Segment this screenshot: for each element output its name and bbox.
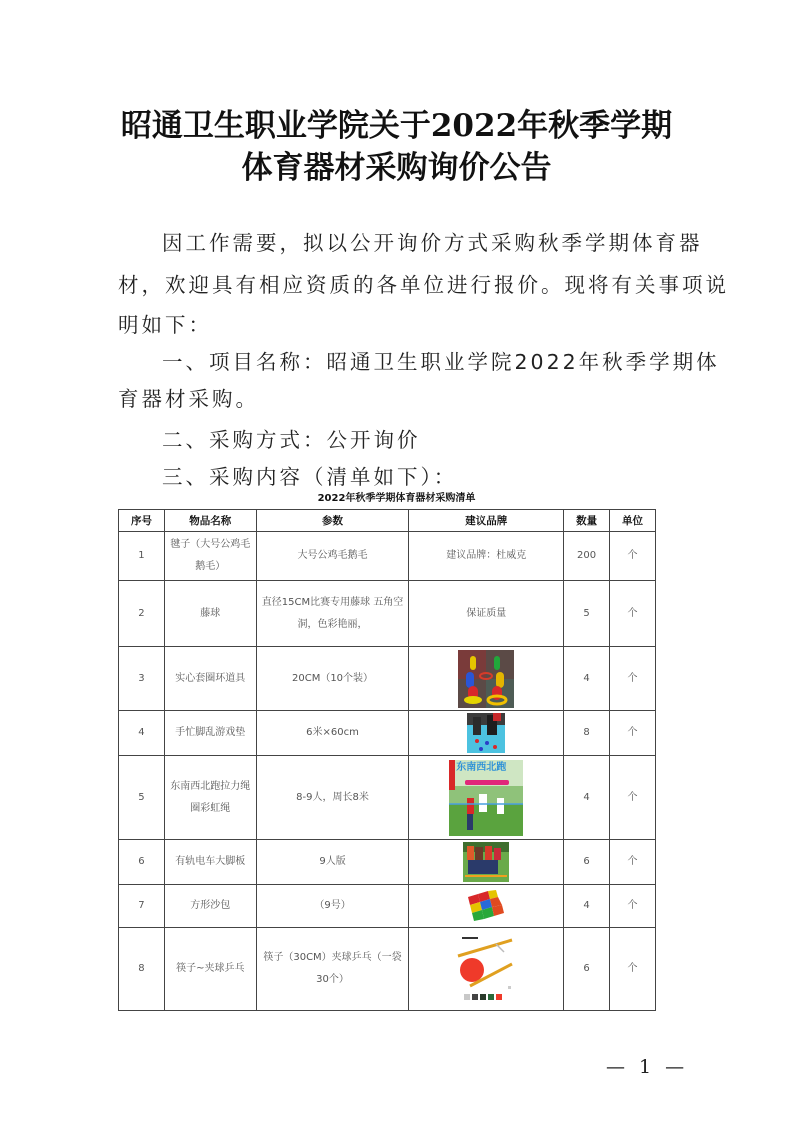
- cell-qty: 8: [564, 711, 610, 756]
- cell-brand: [409, 885, 564, 928]
- cell-no: 4: [119, 711, 165, 756]
- cell-brand: [409, 928, 564, 1011]
- cell-unit: 个: [610, 711, 656, 756]
- section-1-line-2: 育器材采购。: [118, 387, 259, 411]
- header-name: 物品名称: [164, 510, 256, 532]
- cell-qty: 6: [564, 840, 610, 885]
- cell-brand: [409, 647, 564, 711]
- header-brand: 建议品牌: [409, 510, 564, 532]
- cell-param: 大号公鸡毛鹅毛: [256, 532, 409, 581]
- cell-name: 方形沙包: [164, 885, 256, 928]
- cell-name: 筷子~夹球乒乓: [164, 928, 256, 1011]
- cell-unit: 个: [610, 885, 656, 928]
- header-unit: 单位: [610, 510, 656, 532]
- cell-qty: 5: [564, 581, 610, 647]
- page-title-line-1: 昭通卫生职业学院关于2022年秋季学期: [120, 108, 673, 144]
- table-caption: 2022年秋季学期体育器材采购清单: [317, 493, 476, 504]
- table-header-row: [119, 510, 656, 532]
- cell-unit: 个: [610, 756, 656, 840]
- header-no: 序号: [119, 510, 165, 532]
- cell-brand: [409, 711, 564, 756]
- table-row: [119, 711, 656, 756]
- cell-name: 有轨电车大脚板: [164, 840, 256, 885]
- cell-name: 实心套圈环道具: [164, 647, 256, 711]
- table-row: [119, 532, 656, 581]
- cell-param: （9号）: [256, 885, 409, 928]
- cell-unit: 个: [610, 840, 656, 885]
- table-row: [119, 581, 656, 647]
- header-qty: 数量: [564, 510, 610, 532]
- cell-param: 20CM（10个装）: [256, 647, 409, 711]
- cell-brand: 建议品牌：杜威克: [409, 532, 564, 581]
- cell-name: 手忙脚乱游戏垫: [164, 711, 256, 756]
- cell-no: 2: [119, 581, 165, 647]
- cell-unit: 个: [610, 581, 656, 647]
- cell-unit: 个: [610, 928, 656, 1011]
- cell-no: 7: [119, 885, 165, 928]
- cell-no: 1: [119, 532, 165, 581]
- cell-no: 5: [119, 756, 165, 840]
- cell-name: 藤球: [164, 581, 256, 647]
- page-title-line-2: 体育器材采购询价公告: [241, 150, 552, 186]
- rainbow-rope-photo: [449, 760, 523, 836]
- cell-brand: [409, 840, 564, 885]
- cell-qty: 4: [564, 885, 610, 928]
- image-caption-text: 东南西北跑: [456, 761, 507, 773]
- cell-qty: 6: [564, 928, 610, 1011]
- team-skis-photo: [463, 842, 509, 882]
- cell-unit: 个: [610, 647, 656, 711]
- table-row: [119, 756, 656, 840]
- sandbags-photo: [464, 889, 508, 923]
- table-row: [119, 647, 656, 711]
- twister-mat-photo: [467, 713, 505, 753]
- cell-param: 6米×60cm: [256, 711, 409, 756]
- cell-qty: 4: [564, 756, 610, 840]
- cell-no: 6: [119, 840, 165, 885]
- section-2: 二、采购方式：公开询价: [162, 428, 421, 452]
- cell-name: 毽子（大号公鸡毛鹅毛）: [164, 532, 256, 581]
- cell-unit: 个: [610, 532, 656, 581]
- header-param: 参数: [256, 510, 409, 532]
- cell-brand: [409, 756, 564, 840]
- cell-name: 东南西北跑拉力绳圈彩虹绳: [164, 756, 256, 840]
- intro-line-3: 明如下：: [118, 313, 212, 337]
- intro-line-2: 材，欢迎具有相应资质的各单位进行报价。现将有关事项说: [118, 273, 729, 297]
- page-number: — 1 —: [606, 1056, 689, 1078]
- cell-qty: 4: [564, 647, 610, 711]
- ring-toss-photo: [458, 650, 514, 708]
- table-row: [119, 885, 656, 928]
- chopsticks-ball-photo: [456, 934, 516, 1004]
- cell-no: 8: [119, 928, 165, 1011]
- cell-param: 9人版: [256, 840, 409, 885]
- cell-brand: 保证质量: [409, 581, 564, 647]
- cell-param: 直径15CM比赛专用藤球 五角空洞，色彩艳丽，: [256, 581, 409, 647]
- table-row: [119, 840, 656, 885]
- cell-param: 8-9人，周长8米: [256, 756, 409, 840]
- cell-param: 筷子（30CM）夹球乒乓（一袋30个）: [256, 928, 409, 1011]
- table-row: [119, 928, 656, 1011]
- intro-line-1: 因工作需要，拟以公开询价方式采购秋季学期体育器: [162, 231, 703, 255]
- cell-qty: 200: [564, 532, 610, 581]
- procurement-table: [118, 509, 656, 1011]
- section-1-line-1: 一、项目名称：昭通卫生职业学院2022年秋季学期体: [162, 350, 720, 374]
- cell-no: 3: [119, 647, 165, 711]
- section-3: 三、采购内容（清单如下）：: [162, 465, 458, 489]
